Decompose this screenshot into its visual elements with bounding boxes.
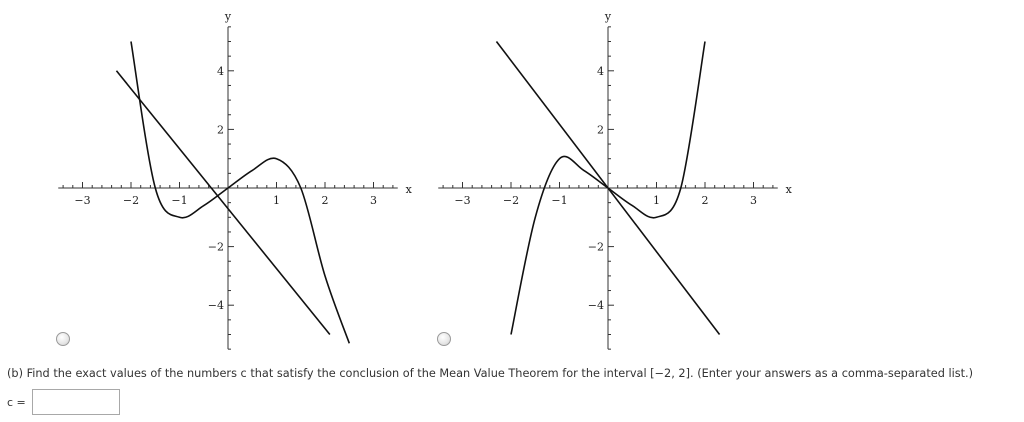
x-tick-label: 2 xyxy=(321,194,329,207)
answer-input[interactable] xyxy=(32,389,120,415)
y-tick-label: −2 xyxy=(207,240,224,254)
y-axis-label: y xyxy=(224,9,232,23)
radio-option-left[interactable] xyxy=(56,332,70,346)
x-tick-label: 1 xyxy=(653,194,660,207)
secant-line xyxy=(116,71,329,335)
y-axis-label: y xyxy=(604,9,612,23)
x-tick-label: 2 xyxy=(701,194,709,207)
y-tick-label: −4 xyxy=(587,299,604,313)
x-axis-label: x xyxy=(405,183,412,196)
y-tick-label: 4 xyxy=(597,64,604,78)
x-tick-label: 3 xyxy=(750,194,757,207)
x-tick-label: −2 xyxy=(122,194,140,207)
y-tick-label: −4 xyxy=(207,299,224,313)
graph-option-right xyxy=(435,0,792,345)
x-tick-label: −3 xyxy=(454,194,471,207)
x-tick-label: −2 xyxy=(502,194,520,207)
x-tick-label: −3 xyxy=(74,194,91,207)
y-tick-label: 2 xyxy=(597,123,604,137)
x-axis-label: x xyxy=(785,183,792,196)
question-text: (b) Find the exact values of the numbers c that satisfy the conclusion of the Mean Value Theorem for the interval [−2, 2]. (Enter your answers as a comma-separated list.) xyxy=(7,367,974,380)
y-tick-label: 2 xyxy=(217,123,224,137)
answer-row xyxy=(7,386,120,418)
x-tick-label: 1 xyxy=(273,194,280,207)
y-tick-label: −2 xyxy=(587,240,604,254)
x-tick-label: −1 xyxy=(551,194,568,207)
graph-option-left xyxy=(55,0,412,345)
radio-option-right[interactable] xyxy=(437,332,451,346)
function-curve xyxy=(131,42,349,344)
x-tick-label: 3 xyxy=(370,194,377,207)
y-tick-label: 4 xyxy=(217,64,224,78)
answer-label: c = xyxy=(7,395,26,409)
x-tick-label: −1 xyxy=(171,194,188,207)
